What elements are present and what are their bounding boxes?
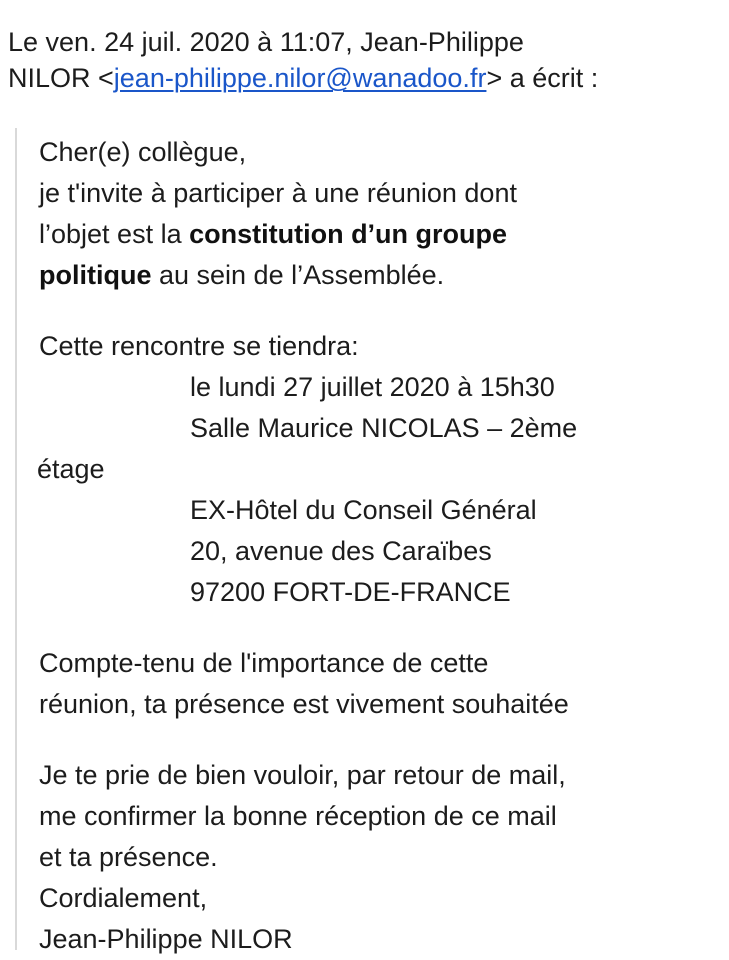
intro-line-3-text: au sein de l’Assemblée. xyxy=(151,260,445,290)
importance-line-1: Compte-tenu de l'importance de cette xyxy=(39,648,489,678)
intro-line-2 xyxy=(39,214,723,255)
request-line-2: me confirmer la bonne réception de ce mail xyxy=(39,801,557,831)
signature: Jean-Philippe NILOR xyxy=(39,924,293,954)
quoted-message-body xyxy=(39,132,723,960)
header-sender-suffix: > a écrit : xyxy=(486,63,599,93)
meeting-room: Salle Maurice NICOLAS – 2ème xyxy=(190,413,578,443)
quote-bar xyxy=(15,128,17,950)
intro-line-2-text: l’objet est la xyxy=(39,219,190,249)
header-date-line: Le ven. 24 juil. 2020 à 11:07, Jean-Philippe xyxy=(8,27,524,57)
importance-line-2: réunion, ta présence est vivement souhaitée xyxy=(39,689,569,719)
paragraph-gap xyxy=(39,725,723,755)
closing: Cordialement, xyxy=(39,883,208,913)
address-line-3: 97200 FORT-DE-FRANCE xyxy=(190,577,511,607)
address-line-1: EX-Hôtel du Conseil Général xyxy=(190,495,537,525)
header-sender-prefix: NILOR < xyxy=(8,63,114,93)
meeting-date: le lundi 27 juillet 2020 à 15h30 xyxy=(190,372,555,402)
address-line-2: 20, avenue des Caraïbes xyxy=(190,536,492,566)
paragraph-gap xyxy=(39,296,723,326)
sender-email-link[interactable]: jean-philippe.nilor@wanadoo.fr xyxy=(113,63,487,93)
meeting-subject-bold-2: politique xyxy=(39,260,152,290)
quoted-reply-header xyxy=(8,24,723,96)
intro-line-1: je t'invite à participer à une réunion dont xyxy=(39,178,517,208)
meeting-subject-bold-1: constitution d’un groupe xyxy=(189,219,508,249)
header-sender-line xyxy=(8,60,723,96)
intro-line-3 xyxy=(39,255,723,296)
greeting: Cher(e) collègue, xyxy=(39,137,247,167)
meeting-room-continued: étage xyxy=(37,454,105,484)
request-line-1: Je te prie de bien vouloir, par retour de mail, xyxy=(39,760,566,790)
meeting-intro: Cette rencontre se tiendra: xyxy=(39,331,359,361)
paragraph-gap xyxy=(39,613,723,643)
request-line-3: et ta présence. xyxy=(39,842,218,872)
